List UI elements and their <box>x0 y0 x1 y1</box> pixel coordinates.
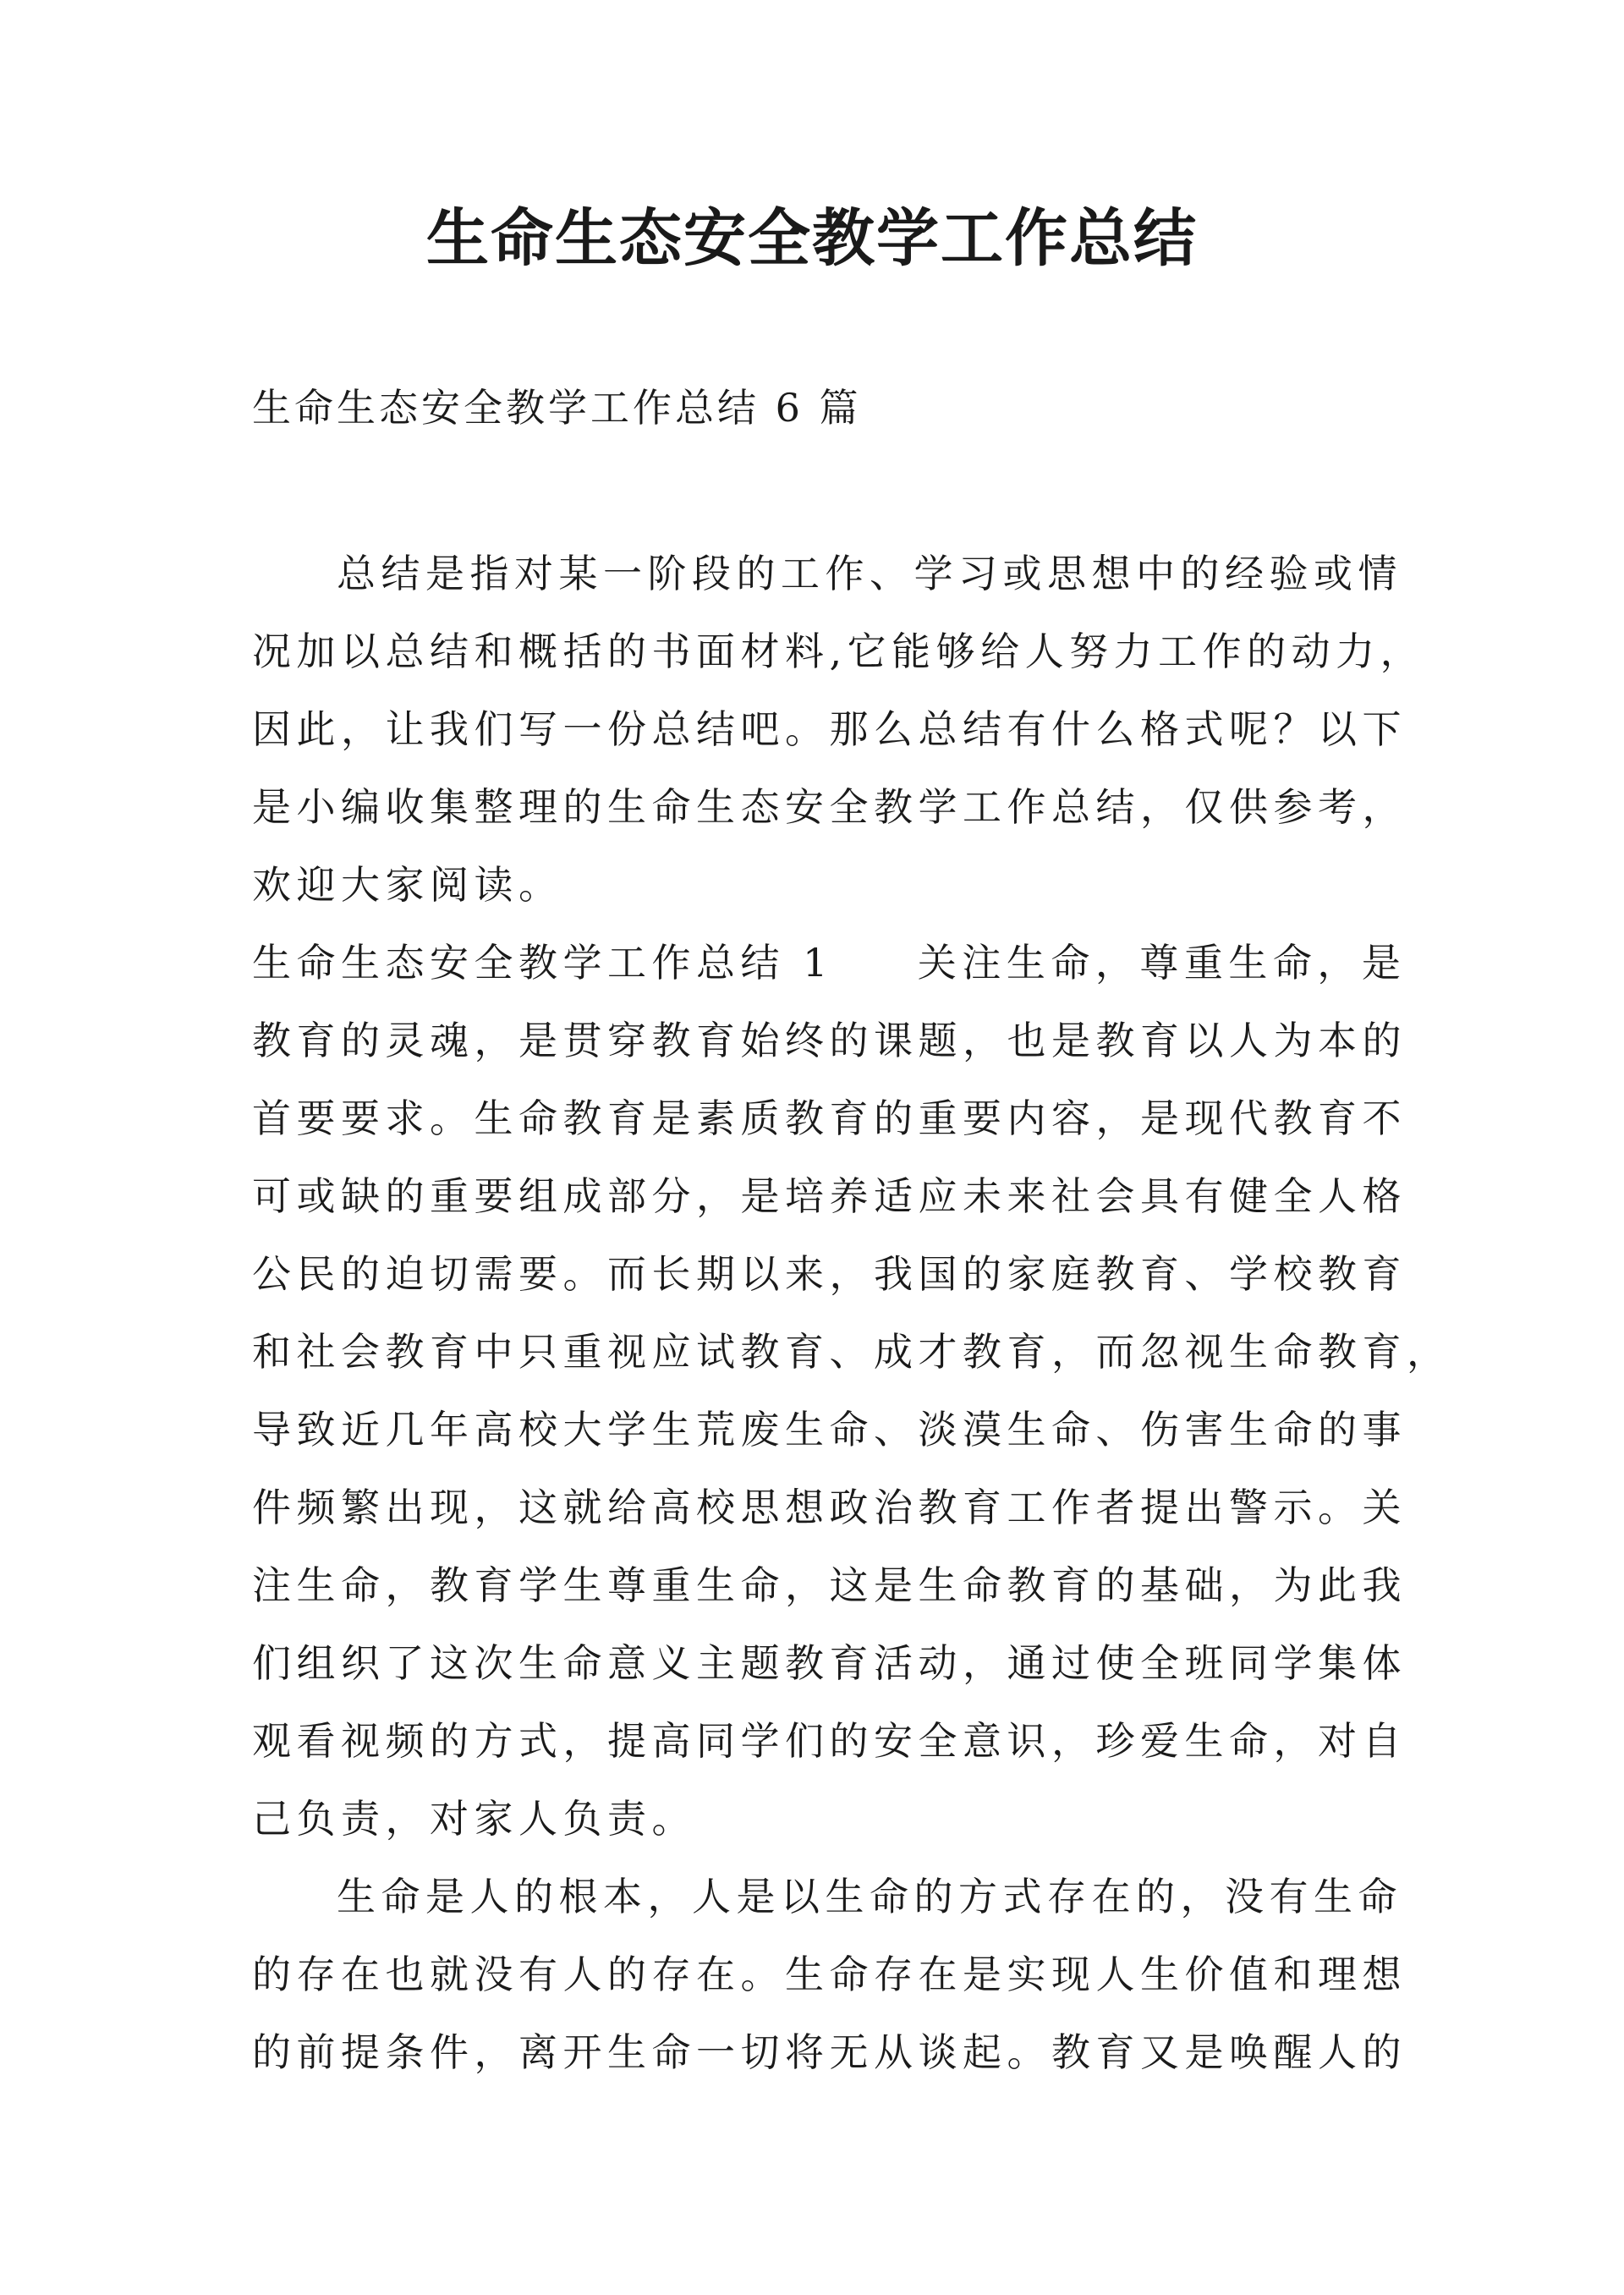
paragraph-line: 的前提条件，离开生命一切将无从谈起。教育又是唤醒人的 <box>252 2029 1407 2075</box>
paragraph-line: 总结是指对某一阶段的工作、学习或思想中的经验或情 <box>337 551 1402 596</box>
document-title: 生命生态安全教学工作总结 <box>426 202 1198 275</box>
paragraph-3 <box>252 1858 1419 2091</box>
paragraph-line: 因此，让我们写一份总结吧。那么总结有什么格式呢？以下 <box>252 706 1407 752</box>
paragraph-line: 教育的灵魂，是贯穿教育始终的课题，也是教育以人为本的 <box>252 1018 1407 1063</box>
section-1 <box>252 924 1451 1858</box>
paragraph-line: 导致近几年高校大学生荒废生命、淡漠生命、伤害生命的事 <box>252 1407 1407 1452</box>
paragraph-line: 件频繁出现，这就给高校思想政治教育工作者提出警示。关 <box>252 1485 1407 1530</box>
paragraph-line: 况加以总结和概括的书面材料,它能够给人努力工作的动力， <box>252 629 1425 674</box>
document-body <box>252 535 1451 2091</box>
paragraph-line: 己负责，对家人负责。 <box>252 1796 696 1842</box>
paragraph-line: 是小编收集整理的生命生态安全教学工作总结，仅供参考， <box>252 784 1407 830</box>
paragraph-line: 生命是人的根本，人是以生命的方式存在的，没有生命 <box>337 1874 1402 1919</box>
paragraph-line: 首要要求。生命教育是素质教育的重要内容，是现代教育不 <box>252 1095 1407 1141</box>
paragraph-line: 的存在也就没有人的存在。生命存在是实现人生价值和理想 <box>252 1952 1407 1997</box>
section-1-first-line <box>252 924 1419 1002</box>
paragraph-line: 可或缺的重要组成部分，是培养适应未来社会具有健全人格 <box>252 1173 1407 1219</box>
section-1-first-text: 关注生命，尊重生命，是 <box>917 940 1407 986</box>
paragraph-line: 欢迎大家阅读。 <box>252 862 563 908</box>
paragraph-line: 注生命，教育学生尊重生命，这是生命教育的基础，为此我 <box>252 1562 1407 1608</box>
paragraph-line: 观看视频的方式，提高同学们的安全意识，珍爱生命，对自 <box>252 1718 1407 1764</box>
intro-paragraph <box>252 535 1425 924</box>
section-1-heading: 生命生态安全教学工作总结 1 <box>252 940 833 986</box>
paragraph-line: 们组织了这次生命意义主题教育活动，通过使全班同学集体 <box>252 1640 1407 1686</box>
paragraph-line: 和社会教育中只重视应试教育、成才教育，而忽视生命教育， <box>252 1329 1451 1375</box>
paragraph-line: 公民的迫切需要。而长期以来，我国的家庭教育、学校教育 <box>252 1251 1407 1297</box>
document-subtitle: 生命生态安全教学工作总结 6 篇 <box>252 385 862 431</box>
